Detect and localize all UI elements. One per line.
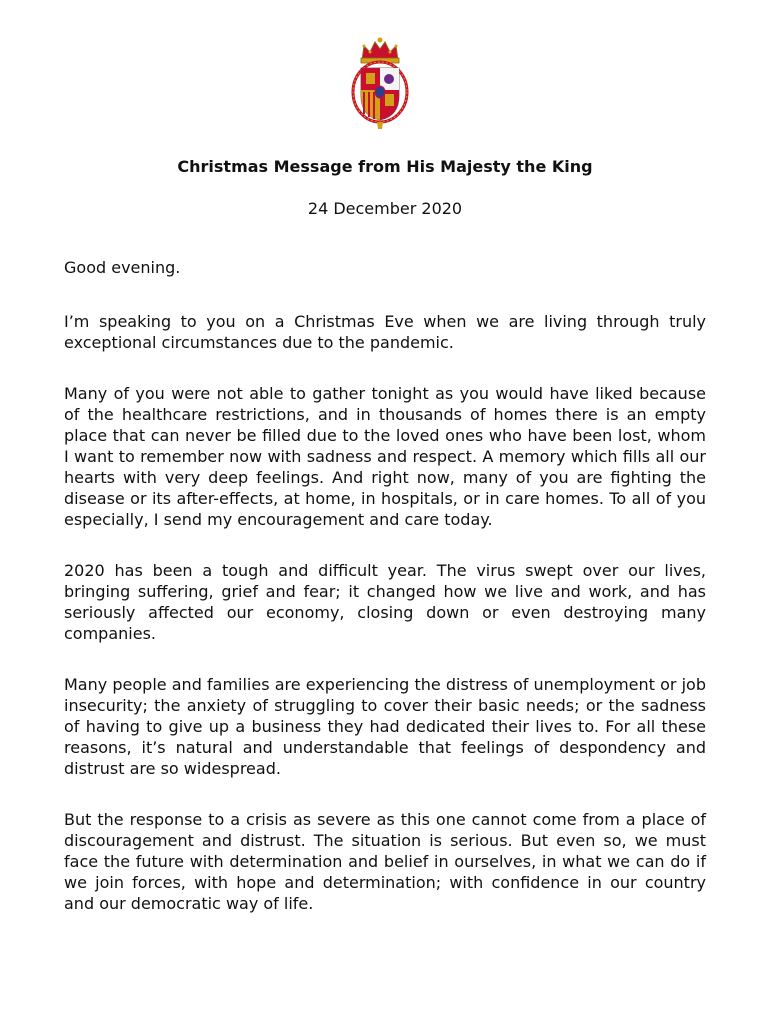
royal-coat-of-arms-icon (348, 36, 412, 130)
paragraph: 2020 has been a tough and difficult year. The virus swept over our lives, bringing suffering, grief and fear; it changed how we live and work, and has seriously affected our economy, closing down or even destroying many companies. (64, 561, 706, 643)
paragraph: But the response to a crisis as severe as this one cannot come from a place of discouragement and distrust. The situation is serious. But even so, we must face the future with determination and belief in ourselves, in what we can do if we join forces, with hope and determination; with confidence in our country and our democratic way of life. (64, 810, 706, 913)
paragraph: Many of you were not able to gather tonight as you would have liked because of the healthcare restrictions, and in thousands of homes there is an empty place that can never be filled due to the loved ones who have been lost, whom I want to remember now with sadness and respect. A memory which fills all our hearts with very deep feelings. And right now, many of you are fighting the disease or its after-effects, at home, in hospitals, or in care homes. To all of you especially, I send my encouragement and care today. (64, 384, 706, 529)
page-title: Christmas Message from His Majesty the King (177, 157, 593, 176)
pendant-icon (377, 122, 383, 129)
paragraph-greeting: Good evening. (64, 258, 181, 277)
paragraph: Many people and families are experiencing the distress of unemployment or job insecurity; the anxiety of struggling to cover their basic needs; or the sadness of having to give up a business they had dedicated their lives to. For all these reasons, it’s natural and understandable that feelings of despondency and distrust are so widespread. (64, 675, 706, 778)
message-body (64, 257, 706, 944)
shield-icon (361, 68, 399, 120)
paragraph: I’m speaking to you on a Christmas Eve when we are living through truly exceptional circumstances due to the pandemic. (64, 312, 706, 352)
crown-icon (361, 38, 399, 64)
document-date: 24 December 2020 (307, 199, 463, 218)
